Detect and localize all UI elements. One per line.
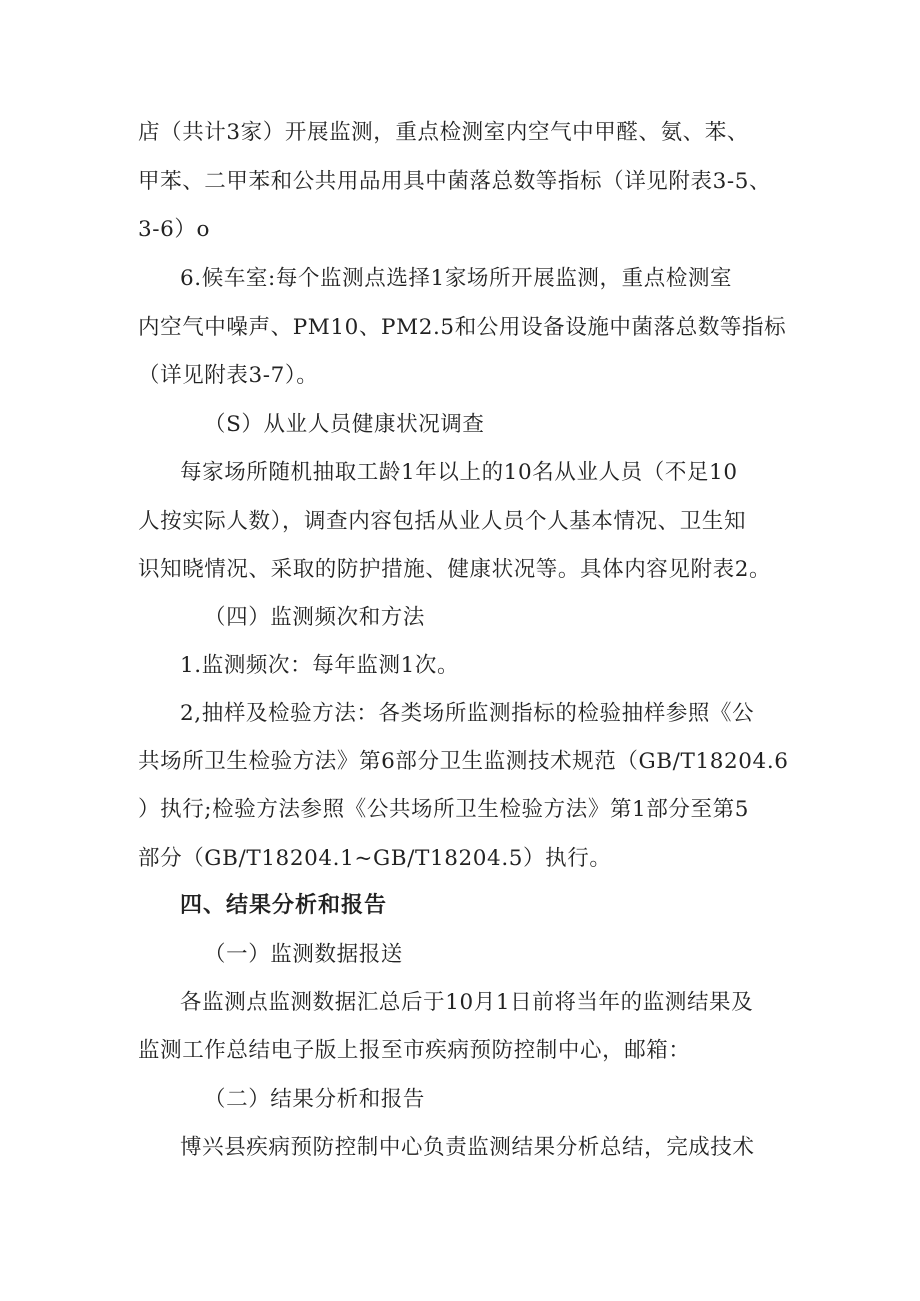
paragraph-line: 1.监测频次：每年监测1次。	[180, 653, 460, 678]
paragraph-line: 各监测点监测数据汇总后于10月1日前将当年的监测结果及	[180, 990, 754, 1015]
paragraph-line: （详见附表3-7）。	[138, 363, 319, 388]
section-subheading: （一）监测数据报送	[204, 942, 403, 967]
paragraph-line: 2,抽样及检验方法：各类场所监测指标的检验抽样参照《公	[180, 701, 755, 726]
paragraph-line: 博兴县疾病预防控制中心负责监测结果分析总结，完成技术	[180, 1135, 755, 1160]
paragraph-line: 6.候车室:每个监测点选择1家场所开展监测，重点检测室	[180, 266, 733, 291]
paragraph-line: 监测工作总结电子版上报至市疾病预防控制中心，邮箱：	[138, 1038, 691, 1063]
paragraph-line: 识知晓情况、采取的防护措施、健康状况等。具体内容见附表2。	[138, 557, 772, 582]
section-heading: 四、结果分析和报告	[180, 893, 388, 918]
paragraph-line: ）执行;检验方法参照《公共场所卫生检验方法》第1部分至第5	[138, 797, 750, 822]
section-subheading: （二）结果分析和报告	[204, 1087, 426, 1112]
section-subheading: （S）从业人员健康状况调查	[204, 412, 485, 437]
paragraph-line: 每家场所随机抽取工龄1年以上的10名从业人员（不足10	[180, 460, 738, 485]
section-subheading: （四）监测频次和方法	[204, 605, 426, 630]
paragraph-line: 共场所卫生检验方法》第6部分卫生监测技术规范（GB/T18204.6	[138, 749, 789, 774]
paragraph-line: 人按实际人数），调查内容包括从业人员个人基本情况、卫生知	[138, 509, 747, 534]
paragraph-line: 内空气中噪声、PM10、PM2.5和公用设备设施中菌落总数等指标	[138, 315, 787, 340]
paragraph-line: 部分（GB/T18204.1~GB/T18204.5）执行。	[138, 846, 612, 871]
paragraph-line: 甲苯、二甲苯和公共用品用具中菌落总数等指标（详见附表3-5、	[138, 169, 772, 194]
paragraph-line: 店（共计3家）开展监测，重点检测室内空气中甲醛、氨、苯、	[138, 120, 749, 145]
paragraph-line: 3-6）o	[138, 217, 211, 242]
